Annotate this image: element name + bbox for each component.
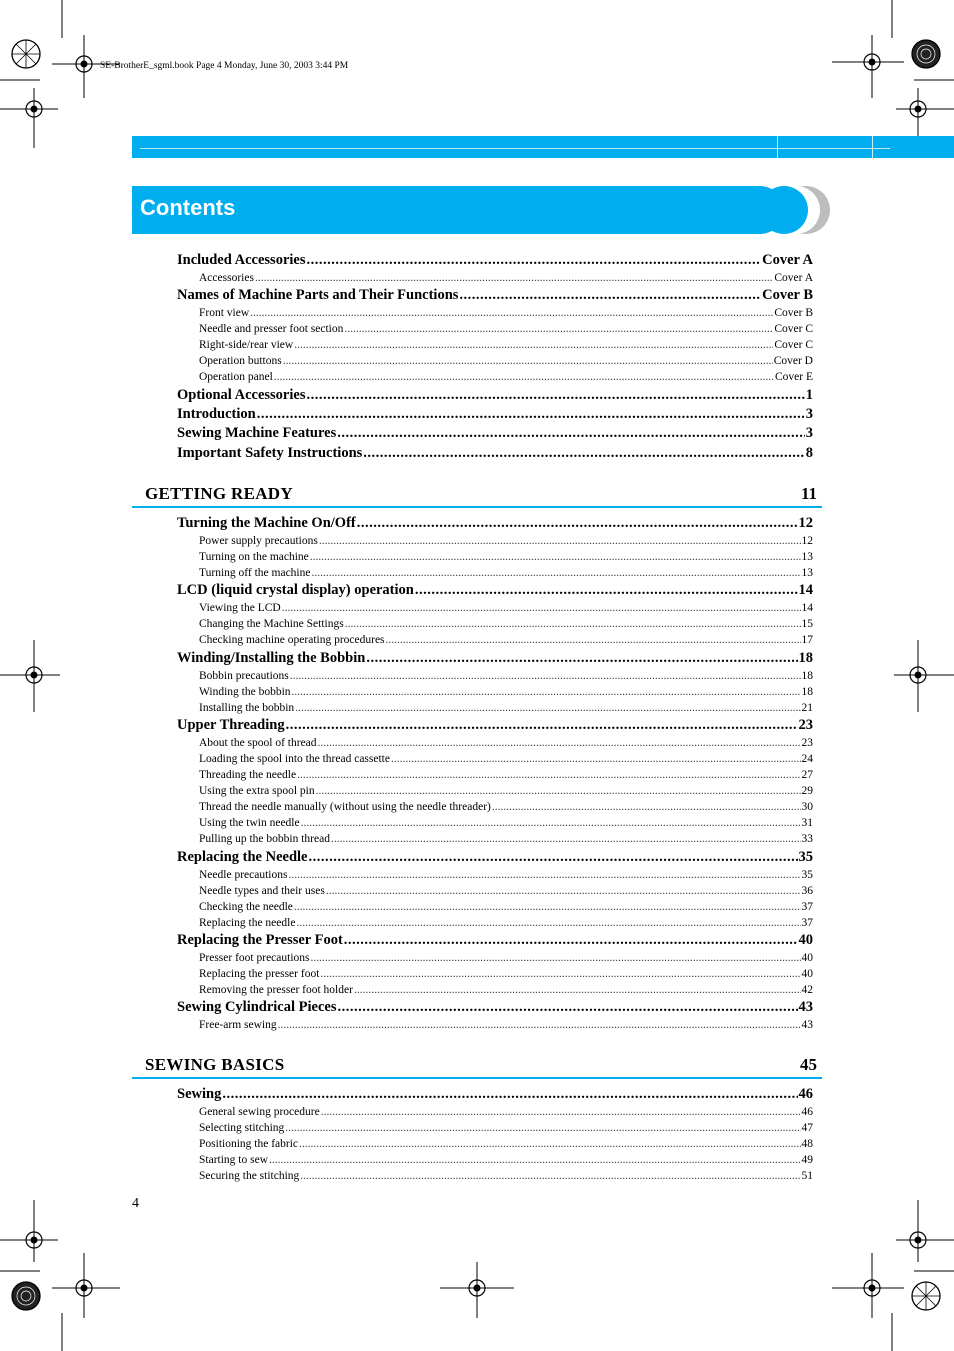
dot-leader <box>321 1106 801 1118</box>
toc-entry-title: Accessories <box>199 272 254 284</box>
dot-leader <box>255 272 773 284</box>
dot-leader <box>308 849 797 866</box>
toc-entry-title: Selecting stitching <box>199 1122 285 1134</box>
dot-leader <box>344 323 773 335</box>
dot-leader <box>354 984 801 996</box>
toc-entry-page: Cover A <box>774 272 813 284</box>
dot-leader <box>318 737 801 749</box>
header-bar <box>132 136 954 158</box>
dot-leader <box>288 869 800 881</box>
dot-leader <box>386 634 801 646</box>
dot-leader <box>294 901 801 913</box>
dot-leader <box>292 686 801 698</box>
dot-leader <box>459 287 761 304</box>
toc-entry-title: Thread the needle manually (without using the needle threader) <box>199 801 491 813</box>
dot-leader <box>296 917 800 929</box>
toc-entry-page: Cover C <box>774 323 813 335</box>
dot-leader <box>316 785 801 797</box>
toc-sub-entry[interactable] <box>199 535 813 550</box>
dot-leader <box>278 1019 801 1031</box>
toc-entry-title: Replacing the Needle <box>177 849 308 865</box>
toc-sub-entry[interactable] <box>199 1106 813 1121</box>
toc-sub-entry[interactable] <box>199 1154 813 1169</box>
toc-sub-entry[interactable] <box>199 968 813 983</box>
toc-main-entry[interactable] <box>177 717 813 736</box>
toc-sub-entry[interactable] <box>199 1019 813 1034</box>
toc-entry-title: Optional Accessories <box>177 387 306 403</box>
dot-leader <box>311 567 800 579</box>
toc-sub-entry[interactable] <box>199 1138 813 1153</box>
toc-entry-page: Cover A <box>762 252 813 268</box>
dot-leader <box>310 551 801 563</box>
toc-entry-page: 35 <box>801 869 813 881</box>
toc-entry-title: About the spool of thread <box>199 737 317 749</box>
dot-leader <box>283 355 773 367</box>
toc-entry-title: Using the twin needle <box>199 817 300 829</box>
toc-entry-page: 48 <box>801 1138 813 1150</box>
dot-leader <box>344 932 798 949</box>
toc-entry-page: 18 <box>801 670 813 682</box>
toc-entry-title: Front view <box>199 307 250 319</box>
toc-main-entry[interactable] <box>177 932 813 951</box>
toc-entry-title: Needle precautions <box>199 869 288 881</box>
toc-main-entry[interactable] <box>177 287 813 306</box>
toc-sub-entry[interactable] <box>199 753 813 768</box>
toc-entry-title: Needle types and their uses <box>199 885 325 897</box>
dot-leader <box>306 387 804 404</box>
toc-entry-page: 43 <box>801 1019 813 1031</box>
toc-entry-page: 18 <box>798 650 813 666</box>
toc-entry-page: Cover D <box>773 355 813 367</box>
section-title: SEWING BASICS <box>145 1055 285 1074</box>
toc-entry-title: Removing the presser foot holder <box>199 984 353 996</box>
toc-entry-title: General sewing procedure <box>199 1106 320 1118</box>
toc-entry-title: Positioning the fabric <box>199 1138 299 1150</box>
toc-sub-entry[interactable] <box>199 952 813 967</box>
dot-leader <box>269 1154 801 1166</box>
toc-entry-title: Sewing Cylindrical Pieces <box>177 999 337 1015</box>
toc-sub-entry[interactable] <box>199 670 813 685</box>
toc-sub-entry[interactable] <box>199 551 813 566</box>
toc-sub-entry[interactable] <box>199 869 813 884</box>
toc-entry-page: 3 <box>805 406 813 422</box>
toc-sub-entry[interactable] <box>199 323 813 338</box>
toc-entry-page: 8 <box>805 445 813 461</box>
toc-main-entry[interactable] <box>177 445 813 464</box>
toc-entry-page: 43 <box>798 999 813 1015</box>
toc-sub-entry[interactable] <box>199 602 813 617</box>
toc-main-entry[interactable] <box>177 849 813 868</box>
dot-leader <box>320 968 800 980</box>
toc-entry-page: 27 <box>801 769 813 781</box>
toc-sub-entry[interactable] <box>199 984 813 999</box>
toc-sub-entry[interactable] <box>199 785 813 800</box>
toc-entry-title: Replacing the presser foot <box>199 968 320 980</box>
toc-entry-title: Securing the stitching <box>199 1170 300 1182</box>
dot-leader <box>285 1122 800 1134</box>
dot-leader <box>286 717 798 734</box>
toc-entry-title: Free-arm sewing <box>199 1019 277 1031</box>
toc-entry-page: 46 <box>798 1086 813 1102</box>
toc-entry-page: 31 <box>801 817 813 829</box>
dot-leader <box>363 445 804 462</box>
toc-entry-title: Names of Machine Parts and Their Functions <box>177 287 459 303</box>
section-heading[interactable] <box>132 482 822 508</box>
toc-entry-page: 12 <box>798 515 813 531</box>
toc-entry-page: 33 <box>801 833 813 845</box>
toc-sub-entry[interactable] <box>199 901 813 916</box>
toc-entry-page: 23 <box>798 717 813 733</box>
toc-entry-title: Threading the needle <box>199 769 297 781</box>
toc-entry-page: Cover B <box>774 307 813 319</box>
toc-entry-page: Cover E <box>774 371 813 383</box>
toc-sub-entry[interactable] <box>199 1122 813 1137</box>
toc-entry-page: 3 <box>805 425 813 441</box>
toc-entry-page: 37 <box>801 901 813 913</box>
dot-leader <box>326 885 801 897</box>
toc-entry-page: 40 <box>798 932 813 948</box>
toc-entry-title: Introduction <box>177 406 256 422</box>
toc-sub-entry[interactable] <box>199 634 813 649</box>
dot-leader <box>319 535 801 547</box>
dot-leader <box>222 1086 797 1103</box>
toc-entry-title: Turning the Machine On/Off <box>177 515 356 531</box>
toc-entry-title: Pulling up the bobbin thread <box>199 833 330 845</box>
toc-entry-page: 15 <box>801 618 813 630</box>
section-heading[interactable] <box>132 1053 822 1079</box>
toc-entry-title: Winding the bobbin <box>199 686 291 698</box>
dot-leader <box>391 753 801 765</box>
toc-sub-entry[interactable] <box>199 1170 813 1185</box>
toc-main-entry[interactable] <box>177 406 813 425</box>
toc-sub-entry[interactable] <box>199 737 813 752</box>
dot-leader <box>295 702 800 714</box>
dot-leader <box>492 801 801 813</box>
page-number: 4 <box>132 1196 139 1211</box>
toc-entry-page: 40 <box>801 952 813 964</box>
toc-entry-title: Checking the needle <box>199 901 293 913</box>
toc-entry-title: Viewing the LCD <box>199 602 281 614</box>
dot-leader <box>299 1138 800 1150</box>
toc-entry-page: 18 <box>801 686 813 698</box>
toc-entry-title: Needle and presser foot section <box>199 323 344 335</box>
toc-sub-entry[interactable] <box>199 339 813 354</box>
toc-entry-page: 1 <box>805 387 813 403</box>
toc-entry-title: Included Accessories <box>177 252 306 268</box>
toc-sub-entry[interactable] <box>199 371 813 386</box>
toc-entry-title: Right-side/rear view <box>199 339 294 351</box>
dot-leader <box>306 252 761 269</box>
toc-main-entry[interactable] <box>177 425 813 444</box>
toc-entry-title: Presser foot precautions <box>199 952 310 964</box>
dot-leader <box>331 833 801 845</box>
toc-entry-page: 12 <box>801 535 813 547</box>
toc-entry-page: 30 <box>801 801 813 813</box>
toc-entry-title: Loading the spool into the thread cassette <box>199 753 390 765</box>
toc-entry-title: Installing the bobbin <box>199 702 295 714</box>
toc-sub-entry[interactable] <box>199 885 813 900</box>
section-title: GETTING READY <box>145 484 293 503</box>
toc-main-entry[interactable] <box>177 999 813 1018</box>
dot-leader <box>345 618 801 630</box>
toc-entry-page: Cover B <box>762 287 813 303</box>
toc-main-entry[interactable] <box>177 515 813 534</box>
toc-main-entry[interactable] <box>177 650 813 669</box>
toc-sub-entry[interactable] <box>199 702 813 717</box>
toc-entry-title: Power supply precautions <box>199 535 318 547</box>
page-title: Contents <box>140 195 236 220</box>
toc-entry-title: Changing the Machine Settings <box>199 618 344 630</box>
toc-entry-title: Replacing the Presser Foot <box>177 932 343 948</box>
dot-leader <box>294 339 773 351</box>
section-page: 11 <box>800 484 817 503</box>
dot-leader <box>357 515 798 532</box>
toc-entry-page: 24 <box>801 753 813 765</box>
toc-entry-title: Using the extra spool pin <box>199 785 315 797</box>
toc-entry-page: Cover C <box>774 339 813 351</box>
toc-entry-title: Checking machine operating procedures <box>199 634 385 646</box>
toc-entry-page: 17 <box>801 634 813 646</box>
toc-entry-title: Upper Threading <box>177 717 285 733</box>
toc-entry-title: Turning on the machine <box>199 551 309 563</box>
toc-sub-entry[interactable] <box>199 917 813 932</box>
toc-sub-entry[interactable] <box>199 272 813 287</box>
toc-entry-page: 13 <box>801 551 813 563</box>
toc-entry-page: 51 <box>801 1170 813 1182</box>
dot-leader <box>311 952 801 964</box>
toc-entry-page: 49 <box>801 1154 813 1166</box>
toc-sub-entry[interactable] <box>199 769 813 784</box>
section-page: 45 <box>800 1055 817 1074</box>
toc-entry-title: Replacing the needle <box>199 917 296 929</box>
dot-leader <box>337 425 805 442</box>
toc-sub-entry[interactable] <box>199 307 813 322</box>
toc-entry-title: Starting to sew <box>199 1154 268 1166</box>
toc-entry-page: 23 <box>801 737 813 749</box>
toc-entry-page: 46 <box>801 1106 813 1118</box>
toc-main-entry[interactable] <box>177 582 813 601</box>
toc-entry-title: Important Safety Instructions <box>177 445 363 461</box>
toc-sub-entry[interactable] <box>199 355 813 370</box>
toc-entry-title: Operation buttons <box>199 355 282 367</box>
dot-leader <box>297 769 800 781</box>
toc-main-entry[interactable] <box>177 252 813 271</box>
toc-entry-page: 14 <box>801 602 813 614</box>
toc-sub-entry[interactable] <box>199 833 813 848</box>
dot-leader <box>301 817 801 829</box>
toc-entry-title: Sewing Machine Features <box>177 425 337 441</box>
dot-leader <box>415 582 798 599</box>
dot-leader <box>338 999 798 1016</box>
toc-entry-page: 29 <box>801 785 813 797</box>
toc-sub-entry[interactable] <box>199 686 813 701</box>
dot-leader <box>366 650 797 667</box>
print-slug: SE-BrotherE_sgml.book Page 4 Monday, June 30, 2003 3:44 PM <box>100 61 349 71</box>
toc-entry-page: 36 <box>801 885 813 897</box>
toc-entry-page: 14 <box>798 582 813 598</box>
dot-leader <box>257 406 805 423</box>
toc-entry-page: 37 <box>801 917 813 929</box>
toc-entry-title: Winding/Installing the Bobbin <box>177 650 366 666</box>
toc-main-entry[interactable] <box>177 1086 813 1105</box>
toc-entry-title: Sewing <box>177 1086 222 1102</box>
toc-entry-page: 13 <box>801 567 813 579</box>
toc-entry-title: Operation panel <box>199 371 273 383</box>
dot-leader <box>290 670 801 682</box>
toc-main-entry[interactable] <box>177 387 813 406</box>
toc-sub-entry[interactable] <box>199 817 813 832</box>
toc-entry-page: 35 <box>798 849 813 865</box>
toc-sub-entry[interactable] <box>199 567 813 582</box>
toc-sub-entry[interactable] <box>199 618 813 633</box>
dot-leader <box>250 307 773 319</box>
toc-entry-title: Turning off the machine <box>199 567 311 579</box>
toc-entry-title: LCD (liquid crystal display) operation <box>177 582 414 598</box>
toc-entry-title: Bobbin precautions <box>199 670 289 682</box>
toc-entry-page: 21 <box>801 702 813 714</box>
dot-leader <box>300 1170 800 1182</box>
toc-entry-page: 40 <box>801 968 813 980</box>
toc-entry-page: 47 <box>801 1122 813 1134</box>
dot-leader <box>282 602 801 614</box>
toc-sub-entry[interactable] <box>199 801 813 816</box>
dot-leader <box>274 371 774 383</box>
toc-entry-page: 42 <box>801 984 813 996</box>
